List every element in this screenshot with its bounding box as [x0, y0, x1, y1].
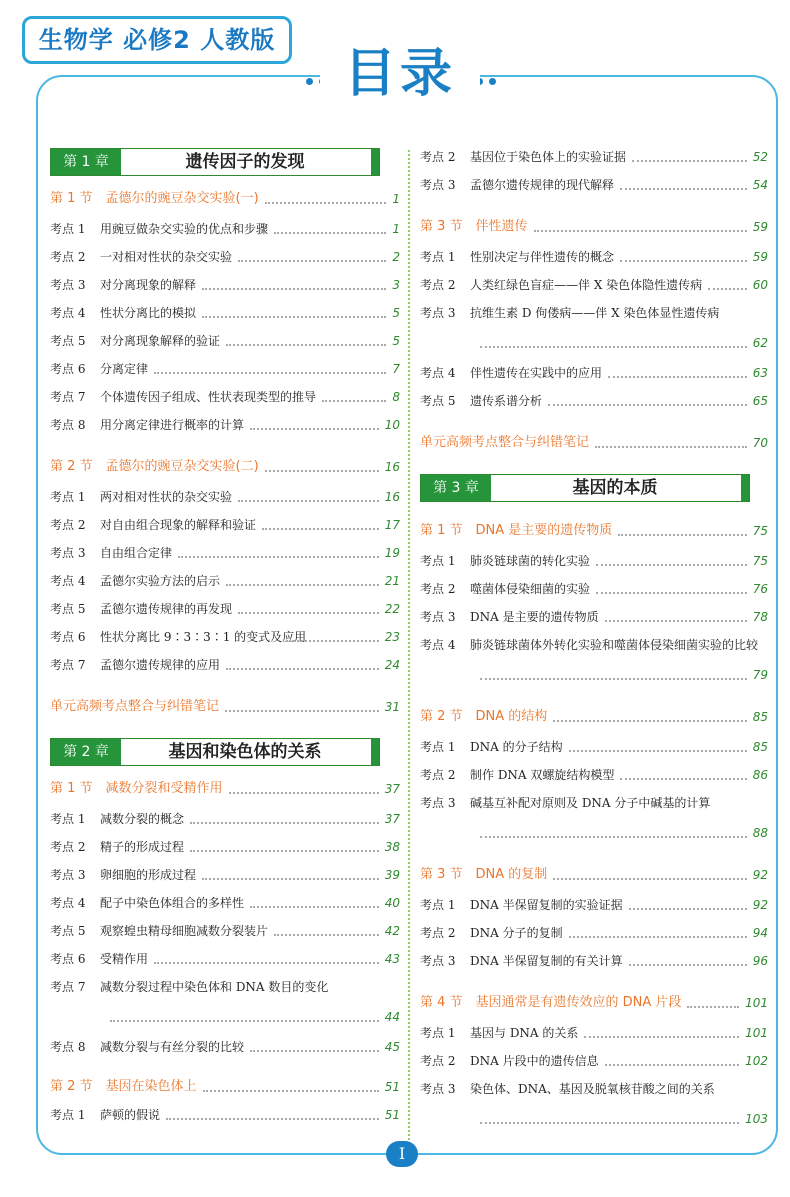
point-title: 观察蝗虫精母细胞减数分裂装片 — [100, 924, 269, 938]
leader-dots — [322, 400, 386, 402]
leader-dots — [238, 500, 379, 502]
toc-point-entry[interactable] — [420, 1022, 768, 1044]
toc-point-entry[interactable] — [420, 894, 768, 916]
page-ref: 37 — [384, 782, 400, 796]
page-ref: 75 — [752, 524, 768, 538]
page-ref: 39 — [384, 868, 400, 882]
section-title: 第 4 节 基因通常是有遗传效应的 DNA 片段 — [420, 995, 682, 1010]
leader-dots — [202, 878, 379, 880]
toc-point-entry[interactable] — [50, 274, 400, 296]
chapter-title: 基因的本质 — [572, 478, 658, 498]
toc-point-entry[interactable] — [420, 274, 768, 296]
toc-point-entry[interactable] — [420, 362, 768, 384]
point-title: DNA 片段中的遗传信息 — [470, 1054, 599, 1068]
toc-point-entry[interactable] — [50, 808, 400, 830]
toc-point-entry[interactable] — [420, 634, 768, 656]
leader-dots — [225, 710, 379, 712]
toc-point-entry[interactable] — [50, 414, 400, 436]
toc-point-entry[interactable] — [50, 302, 400, 324]
toc-point-entry[interactable] — [420, 950, 768, 972]
point-title: 肺炎链球菌体外转化实验和噬菌体侵染细菌实验的比较 — [470, 638, 759, 652]
point-label: 考点 4 — [420, 366, 456, 380]
point-label: 考点 8 — [50, 1040, 86, 1054]
point-label: 考点 3 — [420, 306, 456, 320]
point-title: 人类红绿色盲症——伴 X 染色体隐性遗传病 — [470, 278, 703, 292]
page-ref: 52 — [752, 150, 768, 164]
toc-point-continuation[interactable] — [50, 1006, 400, 1028]
point-title: 用豌豆做杂交实验的优点和步骤 — [100, 222, 269, 236]
toc-point-entry[interactable] — [50, 976, 400, 998]
page-ref: 16 — [384, 490, 400, 504]
leader-dots — [226, 584, 379, 586]
leader-dots — [569, 750, 747, 752]
toc-point-entry[interactable] — [50, 626, 400, 648]
point-label: 考点 4 — [50, 896, 86, 910]
section-title: 第 1 节 减数分裂和受精作用 — [50, 781, 223, 796]
leader-dots — [166, 1118, 379, 1120]
page-ref: 44 — [384, 1010, 400, 1024]
point-label: 考点 2 — [50, 840, 86, 854]
point-label: 考点 6 — [50, 362, 86, 376]
toc-point-entry[interactable] — [50, 920, 400, 942]
toc-point-entry[interactable] — [420, 550, 768, 572]
column-divider — [408, 150, 410, 1140]
page-ref: 102 — [745, 1054, 768, 1068]
leader-dots — [274, 232, 386, 234]
leader-dots — [620, 778, 746, 780]
point-title: 遗传系谱分析 — [470, 394, 543, 408]
page-ref: 85 — [752, 740, 768, 754]
toc-point-entry[interactable] — [50, 514, 400, 536]
point-title: 减数分裂过程中染色体和 DNA 数目的变化 — [100, 980, 329, 994]
leader-dots — [238, 260, 386, 262]
point-label: 考点 4 — [50, 306, 86, 320]
point-label: 考点 3 — [50, 278, 86, 292]
page-ref: 75 — [752, 554, 768, 568]
leader-dots — [629, 908, 747, 910]
section-title: 第 3 节 伴性遗传 — [420, 219, 528, 234]
point-title: 对自由组合现象的解释和验证 — [100, 518, 257, 532]
toc-point-entry[interactable] — [50, 330, 400, 352]
point-label: 考点 2 — [420, 1054, 456, 1068]
page-ref: 17 — [384, 518, 400, 532]
page-ref: 21 — [384, 574, 400, 588]
chapter-title: 基因和染色体的关系 — [168, 742, 322, 762]
page-ref: 65 — [752, 394, 768, 408]
toc-point-entry[interactable] — [50, 386, 400, 408]
toc-point-entry[interactable] — [50, 836, 400, 858]
point-title: 染色体、DNA、基因及脱氧核苷酸之间的关系 — [470, 1082, 715, 1096]
leader-dots — [226, 668, 379, 670]
chapter-tail — [741, 475, 749, 501]
leader-dots — [534, 230, 747, 232]
point-label: 考点 2 — [420, 278, 456, 292]
leader-dots — [250, 428, 379, 430]
leader-dots — [480, 678, 747, 680]
page-ref: 23 — [384, 630, 400, 644]
section-title: 第 1 节 DNA 是主要的遗传物质 — [420, 523, 613, 538]
leader-dots — [238, 612, 379, 614]
leader-dots — [569, 936, 747, 938]
leader-dots — [620, 188, 747, 190]
leader-dots — [265, 202, 387, 204]
point-title: 两对相对性状的杂交实验 — [100, 490, 233, 504]
point-title: 用分离定律进行概率的计算 — [100, 418, 245, 432]
point-label: 考点 3 — [50, 546, 86, 560]
title-box — [320, 44, 480, 104]
point-title: 减数分裂与有丝分裂的比较 — [100, 1040, 245, 1054]
toc-point-entry[interactable] — [420, 390, 768, 412]
page-ref: 7 — [392, 362, 400, 376]
toc-point-entry[interactable] — [50, 1104, 400, 1126]
toc-point-entry[interactable] — [50, 246, 400, 268]
point-title: 孟德尔遗传规律的再发现 — [100, 602, 233, 616]
point-label: 考点 5 — [50, 602, 86, 616]
page-ref: 59 — [752, 220, 768, 234]
toc-point-entry[interactable] — [50, 358, 400, 380]
toc-point-entry[interactable] — [50, 542, 400, 564]
section-title: 单元高频考点整合与纠错笔记 — [50, 699, 220, 714]
page-ref: 70 — [752, 436, 768, 450]
leader-dots — [687, 1006, 739, 1008]
section-title: 单元高频考点整合与纠错笔记 — [420, 435, 590, 450]
point-title: 孟德尔实验方法的启示 — [100, 574, 221, 588]
point-label: 考点 3 — [420, 178, 456, 192]
leader-dots — [708, 288, 747, 290]
toc-section-entry[interactable] — [420, 992, 768, 1014]
point-label: 考点 3 — [420, 796, 456, 810]
toc-point-entry[interactable] — [50, 948, 400, 970]
toc-section-entry[interactable] — [50, 456, 400, 478]
leader-dots — [605, 620, 747, 622]
page-ref: 31 — [384, 700, 400, 714]
leader-dots — [620, 260, 747, 262]
page-ref: 37 — [384, 812, 400, 826]
section-title: 第 2 节 孟德尔的豌豆杂交实验(二) — [50, 459, 259, 474]
toc-point-entry[interactable] — [50, 598, 400, 620]
leader-dots — [110, 1020, 379, 1022]
page-ref: 79 — [752, 668, 768, 682]
toc-point-entry[interactable] — [420, 246, 768, 268]
page-ref: 76 — [752, 582, 768, 596]
toc-point-entry[interactable] — [50, 654, 400, 676]
leader-dots — [154, 962, 379, 964]
toc-point-continuation[interactable] — [420, 822, 768, 844]
point-title: 对分离现象解释的验证 — [100, 334, 221, 348]
point-title: DNA 的分子结构 — [470, 740, 563, 754]
toc-section-entry[interactable] — [50, 1076, 400, 1098]
chapter-number: 第 1 章 — [51, 149, 121, 175]
chapter-number: 第 3 章 — [421, 475, 491, 501]
point-title: 孟德尔遗传规律的现代解释 — [470, 178, 615, 192]
page-ref: 59 — [752, 250, 768, 264]
leader-dots — [203, 1090, 379, 1092]
point-title: DNA 分子的复制 — [470, 926, 563, 940]
page-ref: 1 — [392, 222, 400, 236]
point-label: 考点 7 — [50, 390, 86, 404]
point-label: 考点 5 — [50, 924, 86, 938]
toc-point-entry[interactable] — [420, 606, 768, 628]
toc-section-entry[interactable] — [50, 696, 400, 718]
leader-dots — [632, 160, 747, 162]
page-ref: 2 — [392, 250, 400, 264]
point-title: 个体遗传因子组成、性状表现类型的推导 — [100, 390, 317, 404]
chapter-heading — [420, 474, 750, 502]
point-label: 考点 1 — [50, 490, 86, 504]
point-label: 考点 1 — [50, 222, 86, 236]
leader-dots — [286, 640, 379, 642]
toc-point-entry[interactable] — [50, 892, 400, 914]
leader-dots — [480, 346, 747, 348]
toc-point-entry[interactable] — [420, 578, 768, 600]
point-label: 考点 6 — [50, 952, 86, 966]
point-title: 伴性遗传在实践中的应用 — [470, 366, 603, 380]
toc-point-entry[interactable] — [420, 792, 768, 814]
point-label: 考点 1 — [50, 1108, 86, 1122]
book-badge: 生物学 必修2 人教版 — [22, 16, 292, 64]
leader-dots — [265, 470, 379, 472]
toc-point-entry[interactable] — [420, 764, 768, 786]
page-ref: 8 — [392, 390, 400, 404]
chapter-heading — [50, 738, 380, 766]
point-label: 考点 1 — [420, 1026, 456, 1040]
page-ref: 85 — [752, 710, 768, 724]
page-ref: 40 — [384, 896, 400, 910]
leader-dots — [154, 372, 386, 374]
point-title: 基因与 DNA 的关系 — [470, 1026, 579, 1040]
toc-point-entry[interactable] — [420, 174, 768, 196]
chapter-number: 第 2 章 — [51, 739, 121, 765]
point-label: 考点 4 — [420, 638, 456, 652]
toc-point-entry[interactable] — [50, 864, 400, 886]
point-title: 配子中染色体组合的多样性 — [100, 896, 245, 910]
page-ref: 3 — [392, 278, 400, 292]
page-ref: 92 — [752, 898, 768, 912]
point-label: 考点 3 — [420, 610, 456, 624]
leader-dots — [553, 878, 746, 880]
point-title: 减数分裂的概念 — [100, 812, 185, 826]
toc-section-entry[interactable] — [420, 216, 768, 238]
toc-point-continuation[interactable] — [420, 664, 768, 686]
leader-dots — [605, 1064, 740, 1066]
leader-dots — [618, 534, 746, 536]
point-label: 考点 3 — [420, 1082, 456, 1096]
toc-point-entry[interactable] — [420, 146, 768, 168]
point-title: 受精作用 — [100, 952, 149, 966]
point-title: DNA 是主要的遗传物质 — [470, 610, 599, 624]
page-ref: 43 — [384, 952, 400, 966]
leader-dots — [178, 556, 379, 558]
toc-point-entry[interactable] — [50, 570, 400, 592]
point-label: 考点 1 — [420, 740, 456, 754]
section-title: 第 2 节 基因在染色体上 — [50, 1079, 197, 1094]
point-label: 考点 2 — [420, 582, 456, 596]
page-ref: 101 — [745, 1026, 768, 1040]
page-ref: 1 — [392, 192, 400, 206]
leader-dots — [202, 316, 386, 318]
point-label: 考点 2 — [420, 926, 456, 940]
point-label: 考点 1 — [420, 250, 456, 264]
leader-dots — [262, 528, 379, 530]
point-label: 考点 1 — [420, 554, 456, 568]
page-ref: 86 — [752, 768, 768, 782]
leader-dots — [226, 344, 386, 346]
point-label: 考点 3 — [420, 954, 456, 968]
toc-section-entry[interactable] — [420, 520, 768, 542]
leader-dots — [480, 1122, 739, 1124]
chapter-tail — [371, 739, 379, 765]
point-label: 考点 2 — [420, 768, 456, 782]
toc-point-entry[interactable] — [420, 1050, 768, 1072]
point-title: 萨顿的假说 — [100, 1108, 161, 1122]
toc-section-entry[interactable] — [420, 864, 768, 886]
section-title: 第 3 节 DNA 的复制 — [420, 867, 548, 882]
point-label: 考点 2 — [50, 250, 86, 264]
page-ref: 101 — [745, 996, 768, 1010]
toc-point-entry[interactable] — [420, 302, 768, 324]
point-label: 考点 7 — [50, 658, 86, 672]
section-title: 第 2 节 DNA 的结构 — [420, 709, 548, 724]
section-title: 第 1 节 孟德尔的豌豆杂交实验(一) — [50, 191, 259, 206]
leader-dots — [274, 934, 379, 936]
page-ref: 96 — [752, 954, 768, 968]
page-ref: 92 — [752, 868, 768, 882]
toc-section-entry[interactable] — [420, 432, 768, 454]
leader-dots — [553, 720, 746, 722]
page-ref: 19 — [384, 546, 400, 560]
toc-point-entry[interactable] — [50, 218, 400, 240]
toc-section-entry[interactable] — [420, 706, 768, 728]
page-ref: 103 — [745, 1112, 768, 1126]
leader-dots — [596, 564, 747, 566]
point-title: DNA 半保留复制的有关计算 — [470, 954, 623, 968]
page-ref: 5 — [392, 306, 400, 320]
page-title: 目录 — [343, 44, 456, 104]
toc-section-entry[interactable] — [50, 188, 400, 210]
point-title: 自由组合定律 — [100, 546, 173, 560]
point-title: 基因位于染色体上的实验证据 — [470, 150, 627, 164]
toc-section-entry[interactable] — [50, 778, 400, 800]
page-ref: 45 — [384, 1040, 400, 1054]
point-title: 肺炎链球菌的转化实验 — [470, 554, 591, 568]
leader-dots — [548, 404, 747, 406]
point-label: 考点 5 — [420, 394, 456, 408]
toc-point-entry[interactable] — [420, 922, 768, 944]
leader-dots — [190, 850, 379, 852]
page-ref: 88 — [752, 826, 768, 840]
point-title: 碱基互补配对原则及 DNA 分子中碱基的计算 — [470, 796, 711, 810]
page-ref: 38 — [384, 840, 400, 854]
point-title: 分离定律 — [100, 362, 149, 376]
page-ref: 60 — [752, 278, 768, 292]
point-title: 制作 DNA 双螺旋结构模型 — [470, 768, 615, 782]
point-label: 考点 7 — [50, 980, 86, 994]
point-title: 对分离现象的解释 — [100, 278, 197, 292]
chapter-title: 遗传因子的发现 — [185, 152, 305, 172]
page-ref: 42 — [384, 924, 400, 938]
toc-point-entry[interactable] — [420, 736, 768, 758]
point-title: 性状分离比 9∶3∶3∶1 的变式及应用 — [100, 630, 307, 644]
page-ref: 22 — [384, 602, 400, 616]
page-ref: 16 — [384, 460, 400, 474]
point-title: 性别决定与伴性遗传的概念 — [470, 250, 615, 264]
leader-dots — [584, 1036, 739, 1038]
leader-dots — [480, 836, 747, 838]
page-ref: 62 — [752, 336, 768, 350]
leader-dots — [229, 792, 379, 794]
chapter-heading — [50, 148, 380, 176]
page-ref: 10 — [384, 418, 400, 432]
point-label: 考点 4 — [50, 574, 86, 588]
page-ref: 51 — [384, 1080, 400, 1094]
page-ref: 24 — [384, 658, 400, 672]
point-title: 抗维生素 D 佝偻病——伴 X 染色体显性遗传病 — [470, 306, 720, 320]
toc-point-continuation[interactable] — [420, 1108, 768, 1130]
point-label: 考点 6 — [50, 630, 86, 644]
page-ref: 63 — [752, 366, 768, 380]
point-title: 一对相对性状的杂交实验 — [100, 250, 233, 264]
toc-point-entry[interactable] — [50, 486, 400, 508]
page-ref: 78 — [752, 610, 768, 624]
leader-dots — [202, 288, 386, 290]
point-label: 考点 2 — [420, 150, 456, 164]
point-title: 卵细胞的形成过程 — [100, 868, 197, 882]
toc-point-entry[interactable] — [50, 1036, 400, 1058]
leader-dots — [596, 592, 747, 594]
toc-point-entry[interactable] — [420, 1078, 768, 1100]
point-title: 孟德尔遗传规律的应用 — [100, 658, 221, 672]
leader-dots — [595, 446, 747, 448]
point-title: 性状分离比的模拟 — [100, 306, 197, 320]
point-label: 考点 1 — [50, 812, 86, 826]
page-ref: 94 — [752, 926, 768, 940]
leader-dots — [629, 964, 747, 966]
point-title: 噬菌体侵染细菌的实验 — [470, 582, 591, 596]
page-ref: 54 — [752, 178, 768, 192]
leader-dots — [250, 1050, 379, 1052]
point-title: 精子的形成过程 — [100, 840, 185, 854]
leader-dots — [190, 822, 379, 824]
leader-dots — [250, 906, 379, 908]
page-number: I — [386, 1141, 418, 1167]
chapter-tail — [371, 149, 379, 175]
point-label: 考点 1 — [420, 898, 456, 912]
point-label: 考点 2 — [50, 518, 86, 532]
point-label: 考点 8 — [50, 418, 86, 432]
toc-point-continuation[interactable] — [420, 332, 768, 354]
leader-dots — [608, 376, 747, 378]
page-ref: 51 — [384, 1108, 400, 1122]
point-title: DNA 半保留复制的实验证据 — [470, 898, 623, 912]
page-ref: 5 — [392, 334, 400, 348]
point-label: 考点 5 — [50, 334, 86, 348]
point-label: 考点 3 — [50, 868, 86, 882]
